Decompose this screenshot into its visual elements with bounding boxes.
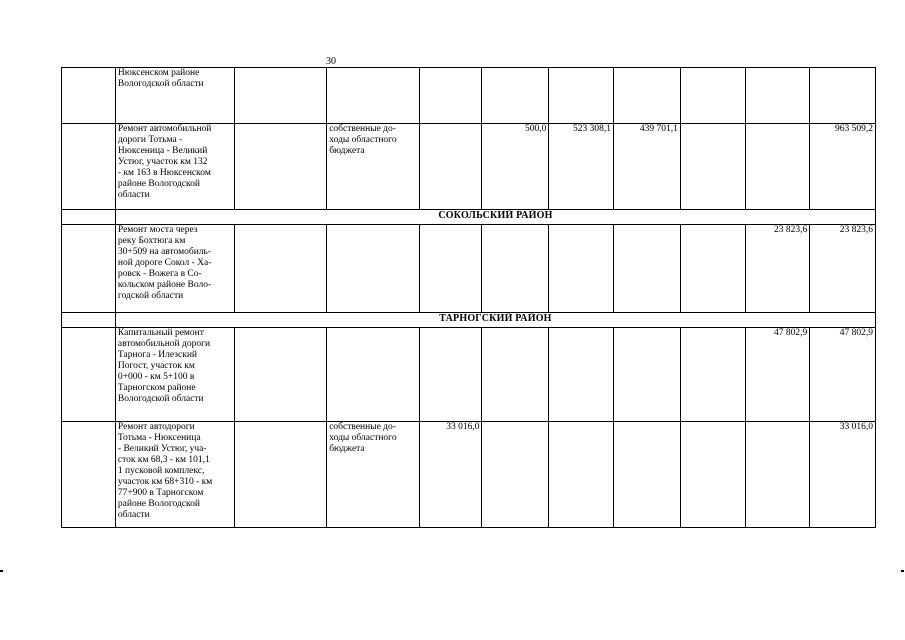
section-title: СОКОЛЬСКИЙ РАЙОН xyxy=(115,210,875,225)
empty-cell xyxy=(614,68,681,124)
source-cell xyxy=(327,328,420,422)
row-lead-cell xyxy=(62,68,116,124)
row-lead-cell xyxy=(62,210,116,225)
value-cell xyxy=(680,422,745,528)
source-cell xyxy=(327,225,420,313)
value-cell: 439 701,1 xyxy=(614,124,681,210)
value-cell xyxy=(549,225,614,313)
value-cell xyxy=(745,422,810,528)
value-cell xyxy=(614,328,681,422)
object-name-cell: Ремонт автодороги Тотьма - Нюксеница - Великий Устюг, уча- сток км 68,3 - км 101,1 1 пусковой комплекс, участок км 68+310 - км 77+900 в Тарногском районе Вологодской области xyxy=(115,422,234,528)
value-cell: 33 016,0 xyxy=(419,422,482,528)
object-name-cell: Капитальный ремонт автомобильной дороги Тарнога - Илезский Погост, участок км 0+000 - км 5+100 в Тарногском районе Вологодской области xyxy=(115,328,234,422)
section-title: ТАРНОГСКИЙ РАЙОН xyxy=(115,313,875,328)
value-cell xyxy=(549,422,614,528)
value-cell xyxy=(680,225,745,313)
value-cell: 33 016,0 xyxy=(810,422,876,528)
table-row xyxy=(62,328,876,422)
value-cell xyxy=(614,422,681,528)
row-lead-cell xyxy=(62,313,116,328)
value-cell xyxy=(482,328,549,422)
value-cell xyxy=(482,422,549,528)
value-cell xyxy=(680,328,745,422)
page-number: 30 xyxy=(326,56,336,67)
value-cell: 47 802,9 xyxy=(745,328,810,422)
value-cell xyxy=(419,124,482,210)
empty-cell xyxy=(234,422,327,528)
value-cell xyxy=(745,124,810,210)
empty-cell xyxy=(810,68,876,124)
empty-cell xyxy=(234,124,327,210)
row-lead-cell xyxy=(62,328,116,422)
value-cell xyxy=(549,328,614,422)
value-cell: 963 509,2 xyxy=(810,124,876,210)
row-lead-cell xyxy=(62,124,116,210)
scan-edge-mark xyxy=(0,570,3,572)
value-cell: 500,0 xyxy=(482,124,549,210)
value-cell: 523 308,1 xyxy=(549,124,614,210)
empty-cell xyxy=(234,328,327,422)
value-cell: 47 802,9 xyxy=(810,328,876,422)
table-row xyxy=(62,225,876,313)
value-cell xyxy=(482,225,549,313)
scan-edge-mark xyxy=(901,570,904,572)
object-name-cell: Ремонт моста через реку Бохтюга км 30+509 на автомобиль- ной дороге Сокол - Ха- ровск - Вожега в Со- кольском районе Воло- годской области xyxy=(115,225,234,313)
empty-cell xyxy=(419,68,482,124)
empty-cell xyxy=(234,225,327,313)
row-lead-cell xyxy=(62,225,116,313)
value-cell: 23 823,6 xyxy=(745,225,810,313)
section-row xyxy=(62,210,876,225)
value-cell xyxy=(680,124,745,210)
empty-cell xyxy=(745,68,810,124)
value-cell xyxy=(419,225,482,313)
row-lead-cell xyxy=(62,422,116,528)
empty-cell xyxy=(680,68,745,124)
source-cell: собственные до- ходы областного бюджета xyxy=(327,422,420,528)
empty-cell xyxy=(234,68,327,124)
value-cell xyxy=(419,328,482,422)
source-cell xyxy=(327,68,420,124)
table-row xyxy=(62,422,876,528)
section-row xyxy=(62,313,876,328)
object-name-cell: Ремонт автомобильной дороги Тотьма - Нюксеница - Великий Устюг, участок км 132 - км 163 в Нюксенском районе Вологодской области xyxy=(115,124,234,210)
empty-cell xyxy=(549,68,614,124)
value-cell: 23 823,6 xyxy=(810,225,876,313)
value-cell xyxy=(614,225,681,313)
empty-cell xyxy=(482,68,549,124)
table-row xyxy=(62,124,876,210)
table-row xyxy=(62,68,876,124)
budget-table xyxy=(61,67,876,528)
source-cell: собственные до- ходы областного бюджета xyxy=(327,124,420,210)
object-name-cell: Нюксенском районе Вологодской области xyxy=(115,68,234,124)
